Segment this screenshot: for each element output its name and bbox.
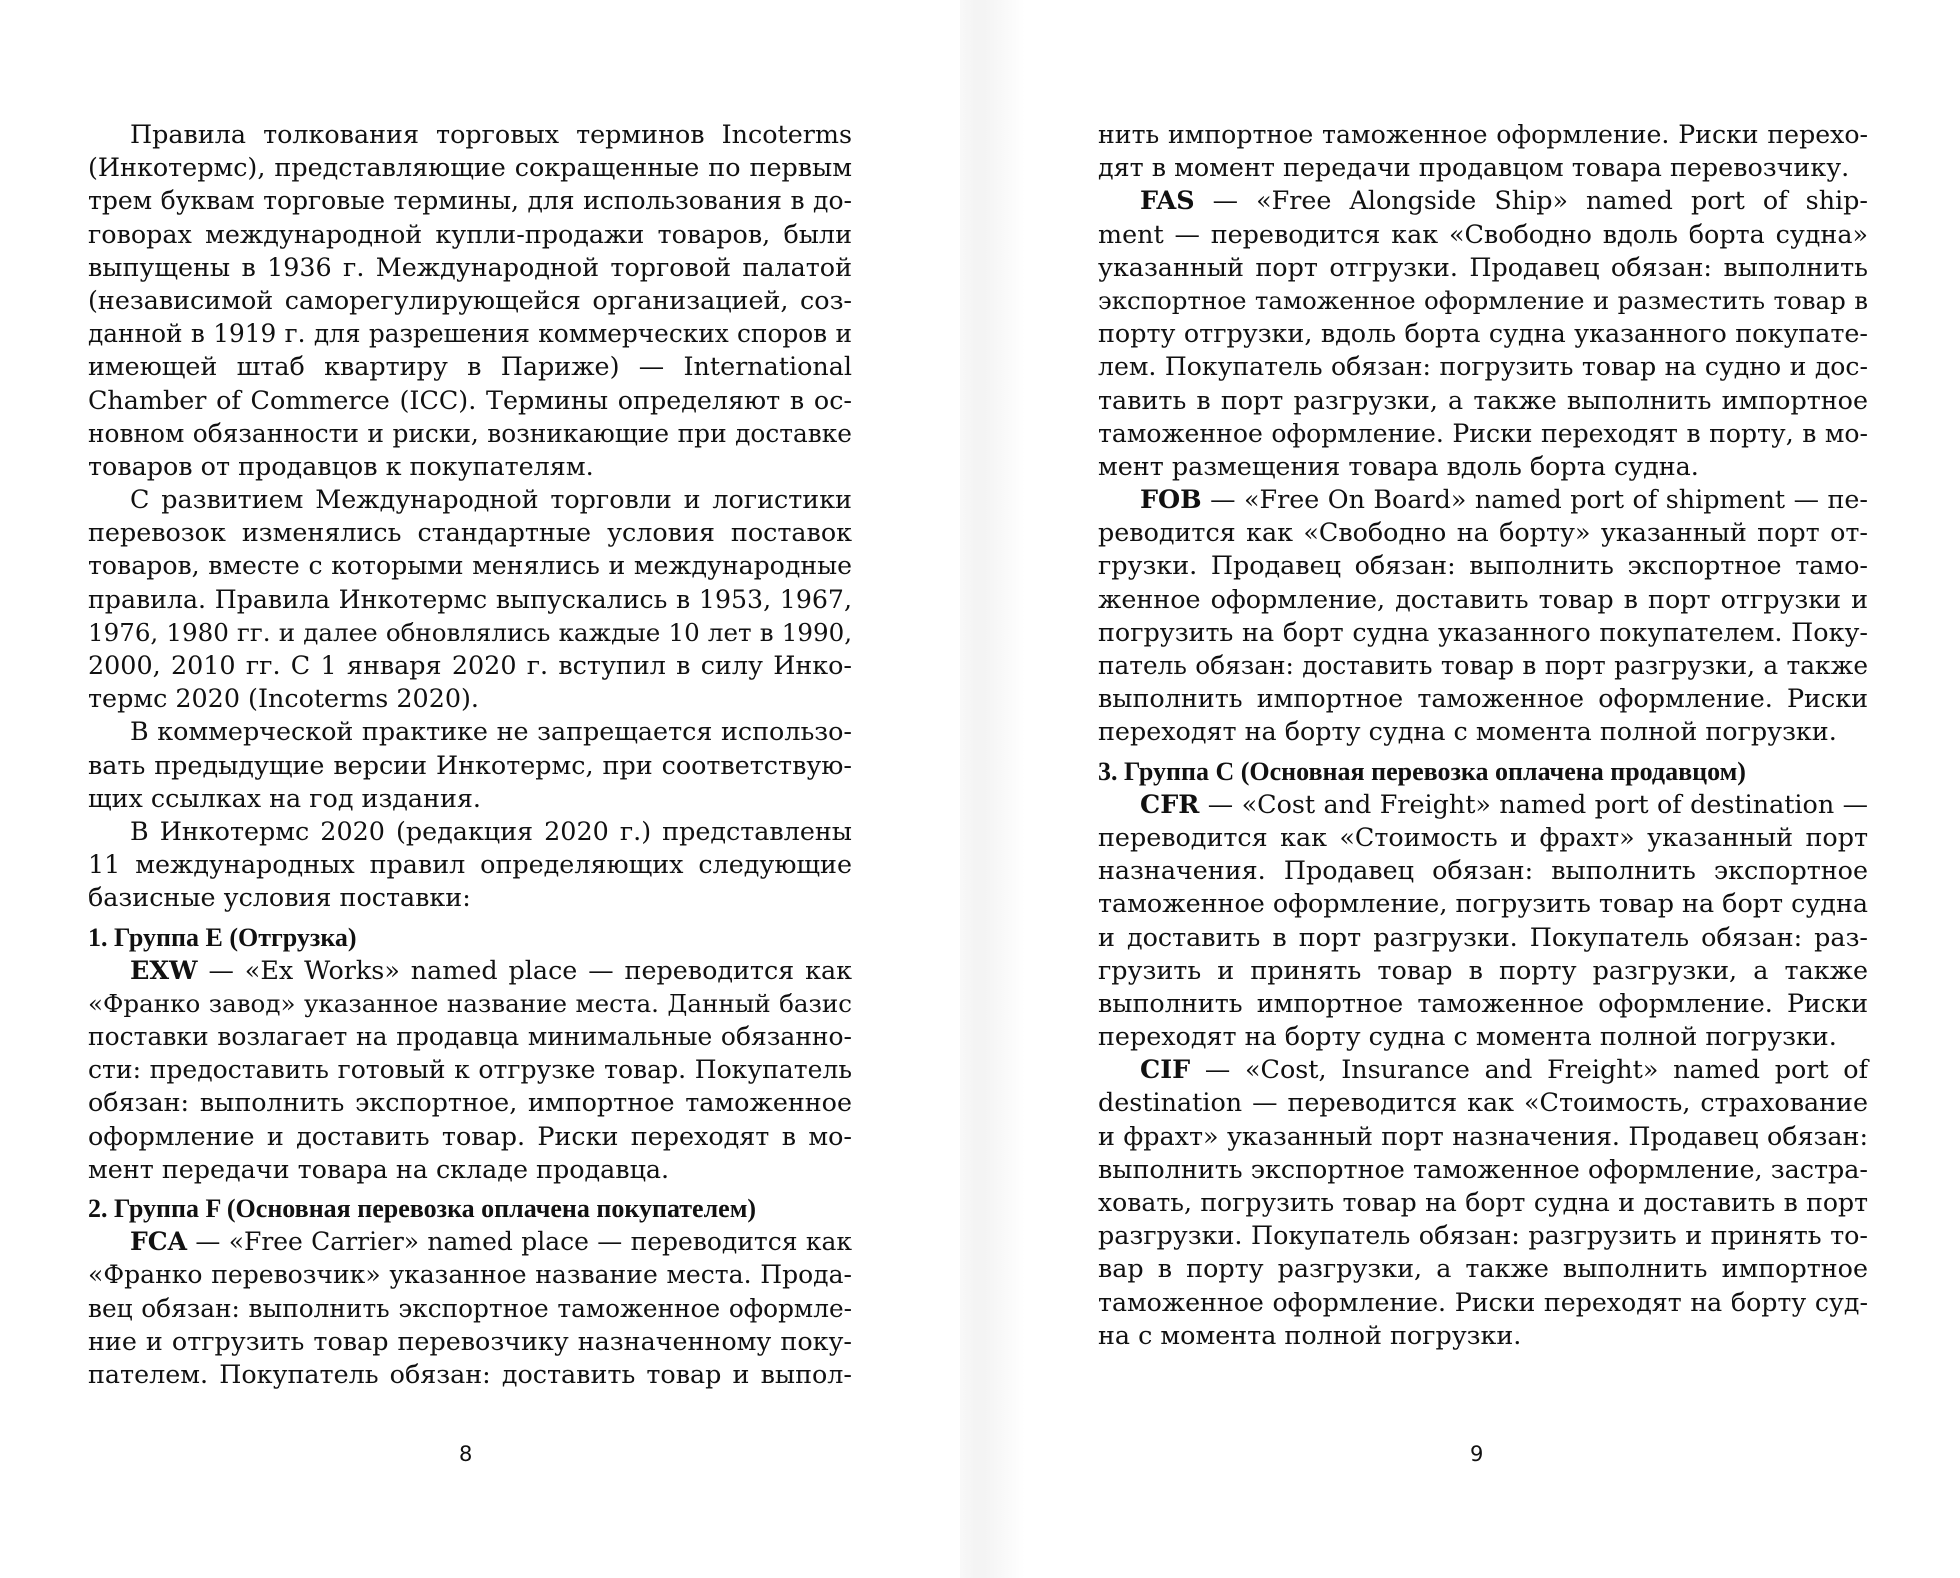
text-line: экспортное таможенное оформление и разместить товар в (1098, 285, 1868, 315)
text-line: ховать, погрузить товар на борт судна и доставить в порт (1098, 1188, 1868, 1217)
fas-paragraph (1098, 184, 1868, 483)
text-line: говорах международной купли-продажи товаров, были (88, 218, 852, 249)
text-line: новном обязанности и риски, возникающие при доставке (88, 418, 852, 448)
text-line: лем. Покупатель обязан: погрузить товар на судно и дос- (1098, 352, 1868, 382)
text-line: погрузить на борт судна указанного покупателем. Поку- (1098, 616, 1868, 647)
text-line: destination — переводится как «Стоимость, страхование (1098, 1087, 1868, 1118)
term-exw: EXW (130, 954, 198, 985)
text-line: 11 международных правил определяющих следующие (88, 849, 852, 880)
text-line: выполнить экспортное таможенное оформление, застра- (1098, 1153, 1868, 1184)
text-line: данной в 1919 г. для разрешения коммерческих споров и (88, 319, 852, 349)
page-number: 8 (459, 1442, 473, 1466)
term-fas: FAS (1140, 185, 1195, 216)
text-line: 2000, 2010 гг. С 1 января 2020 г. вступил в силу Инко- (88, 650, 852, 680)
term-definition-start: — «Free Alongside Ship» named port of ship- (1194, 185, 1868, 216)
text-line: товаров, вместе с которыми менялись и международные (88, 551, 852, 581)
text-line: трем буквам торговые термины, для использования в до- (88, 186, 852, 216)
text-line (1098, 483, 1868, 516)
text-line: женное оформление, доставить товар в порт отгрузки и (1098, 583, 1868, 614)
term-cif: CIF (1140, 1054, 1191, 1085)
group-c-heading: 3. Группа C (Основная перевозка оплачена продавцом) (1098, 756, 1746, 786)
text-line: назначения. Продавец обязан: выполнить экспортное (1098, 855, 1868, 886)
text-line: имеющей штаб квартиру в Париже) — International (88, 351, 852, 382)
text-line: (Инкотермс), представляющие сокращенные по первым (88, 152, 852, 183)
text-line: товаров от продавцов к покупателям. (88, 450, 594, 481)
right-page-text (1098, 118, 1868, 1352)
text-line: пателем. Покупатель обязан: доставить товар и выпол- (88, 1358, 852, 1389)
text-line: базисные условия поставки: (88, 882, 471, 913)
term-definition-start: — «Free Carrier» named place — переводится как (187, 1227, 852, 1257)
text-line: обязан: выполнить экспортное, импортное таможенное (88, 1087, 852, 1118)
cif-paragraph (1098, 1053, 1868, 1352)
text-line: и доставить в порт разгрузки. Покупатель обязан: раз- (1098, 921, 1868, 952)
group-e-heading: 1. Группа E (Отгрузка) (88, 922, 357, 952)
text-line: выполнить импортное таможенное оформление. Риски (1098, 987, 1868, 1018)
text-line: тавить в порт разгрузки, а также выполнить импортное (1098, 384, 1868, 415)
text-line: патель обязан: доставить товар в порт разгрузки, а также (1098, 651, 1868, 680)
term-definition-start: — «Cost and Freight» named port of destination — (1199, 788, 1868, 819)
text-line: термс 2020 (Incoterms 2020). (88, 683, 479, 714)
text-line: грузки. Продавец обязан: выполнить экспортное тамо- (1098, 550, 1868, 581)
text-line: оформление и доставить товар. Риски переходят в мо- (88, 1120, 852, 1151)
text-line: таможенное оформление. Риски переходят в порту, в мо- (1098, 418, 1868, 448)
text-line: 1976, 1980 гг. и далее обновлялись каждые 10 лет в 1990, (88, 617, 852, 647)
text-line: перевозок изменялись стандартные условия поставок (88, 517, 852, 548)
text-line: В Инкотермс 2020 (редакция 2020 г.) представлены (130, 815, 852, 846)
text-line: мент передачи товара на складе продавца. (88, 1153, 670, 1184)
text-line: вать предыдущие версии Инкотермс, при соответствую- (88, 749, 852, 780)
text-line: выполнить импортное таможенное оформление. Риски (1098, 683, 1868, 714)
text-line: вец обязан: выполнить экспортное таможенное оформле- (88, 1293, 852, 1323)
text-line: Правила толкования торговых терминов Incoterms (130, 119, 852, 149)
text-line: указанный порт отгрузки. Продавец обязан: выполнить (1098, 251, 1868, 282)
term-definition-start: — «Ex Works» named place — переводится как (197, 954, 852, 985)
page-number: 9 (1470, 1442, 1484, 1466)
term-definition-start: — «Cost, Insurance and Freight» named port of (1190, 1054, 1868, 1085)
text-line: таможенное оформление, погрузить товар на борт судна (1098, 888, 1868, 919)
text-line: переводится как «Стоимость и фрахт» указанный порт (1098, 821, 1868, 852)
term-definition-start: — «Free On Board» named port of shipment — пе- (1201, 484, 1868, 515)
text-line: щих ссылках на год издания. (88, 782, 481, 813)
text-line: «Франко перевозчик» указанное название места. Прода- (88, 1260, 852, 1290)
text-line: сти: предоставить готовый к отгрузке товар. Покупатель (88, 1055, 852, 1085)
text-line: таможенное оформление. Риски переходят на борту суд- (1098, 1287, 1868, 1317)
text-line: выпущены в 1936 г. Международной торговой палатой (88, 251, 852, 282)
text-line: вар в порту разгрузки, а также выполнить импортное (1098, 1253, 1868, 1284)
text-line: грузить и принять товар в порту разгрузки, а также (1098, 954, 1868, 985)
text-line: на с момента полной погрузки. (1098, 1319, 1522, 1350)
text-line: С развитием Международной торговли и логистики (130, 484, 852, 515)
term-cfr: CFR (1140, 788, 1200, 819)
text-line: нить импортное таможенное оформление. Риски перехо- (1098, 120, 1868, 149)
term-fob: FOB (1140, 484, 1202, 515)
text-line: переходят на борту судна с момента полной погрузки. (1098, 1021, 1837, 1052)
text-line: и фрахт» указанный порт назначения. Продавец обязан: (1098, 1120, 1868, 1151)
text-line: разгрузки. Покупатель обязан: разгрузить и принять то- (1098, 1220, 1868, 1251)
text-line: «Франко завод» указанное название места. Данный базис (88, 988, 852, 1018)
text-line (1098, 184, 1868, 217)
text-line: В коммерческой практике не запрещается использо- (130, 716, 852, 747)
cfr-paragraph (1098, 788, 1868, 1054)
text-line: ние и отгрузить товар перевозчику назначенному поку- (88, 1325, 852, 1356)
text-line: ment — переводится как «Свободно вдоль борта судна» (1098, 218, 1868, 249)
text-line: реводится как «Свободно на борту» указанный порт от- (1098, 517, 1868, 548)
group-f-heading: 2. Группа F (Основная перевозка оплачена покупателем) (88, 1194, 757, 1223)
text-line: мент размещения товара вдоль борта судна. (1098, 450, 1699, 481)
text-line (1098, 1053, 1868, 1086)
fca-continuation (1098, 118, 1868, 184)
text-line: правила. Правила Инкотермс выпускались в 1953, 1967, (88, 584, 852, 614)
text-line: Chamber of Commerce (ICC). Термины определяют в ос- (88, 384, 852, 415)
text-line: переходят на борту судна с момента полной погрузки. (1098, 716, 1837, 747)
text-line: (независимой саморегулирующейся организацией, соз- (88, 284, 852, 315)
text-line (1098, 788, 1868, 821)
text-line: порту отгрузки, вдоль борта судна указанного покупате- (1098, 318, 1868, 349)
term-fca: FCA (130, 1227, 188, 1257)
fob-paragraph (1098, 483, 1868, 749)
text-line: дят в момент передачи продавцом товара перевозчику. (1098, 152, 1850, 183)
text-line: поставки возлагает на продавца минимальные обязанно- (88, 1022, 852, 1052)
